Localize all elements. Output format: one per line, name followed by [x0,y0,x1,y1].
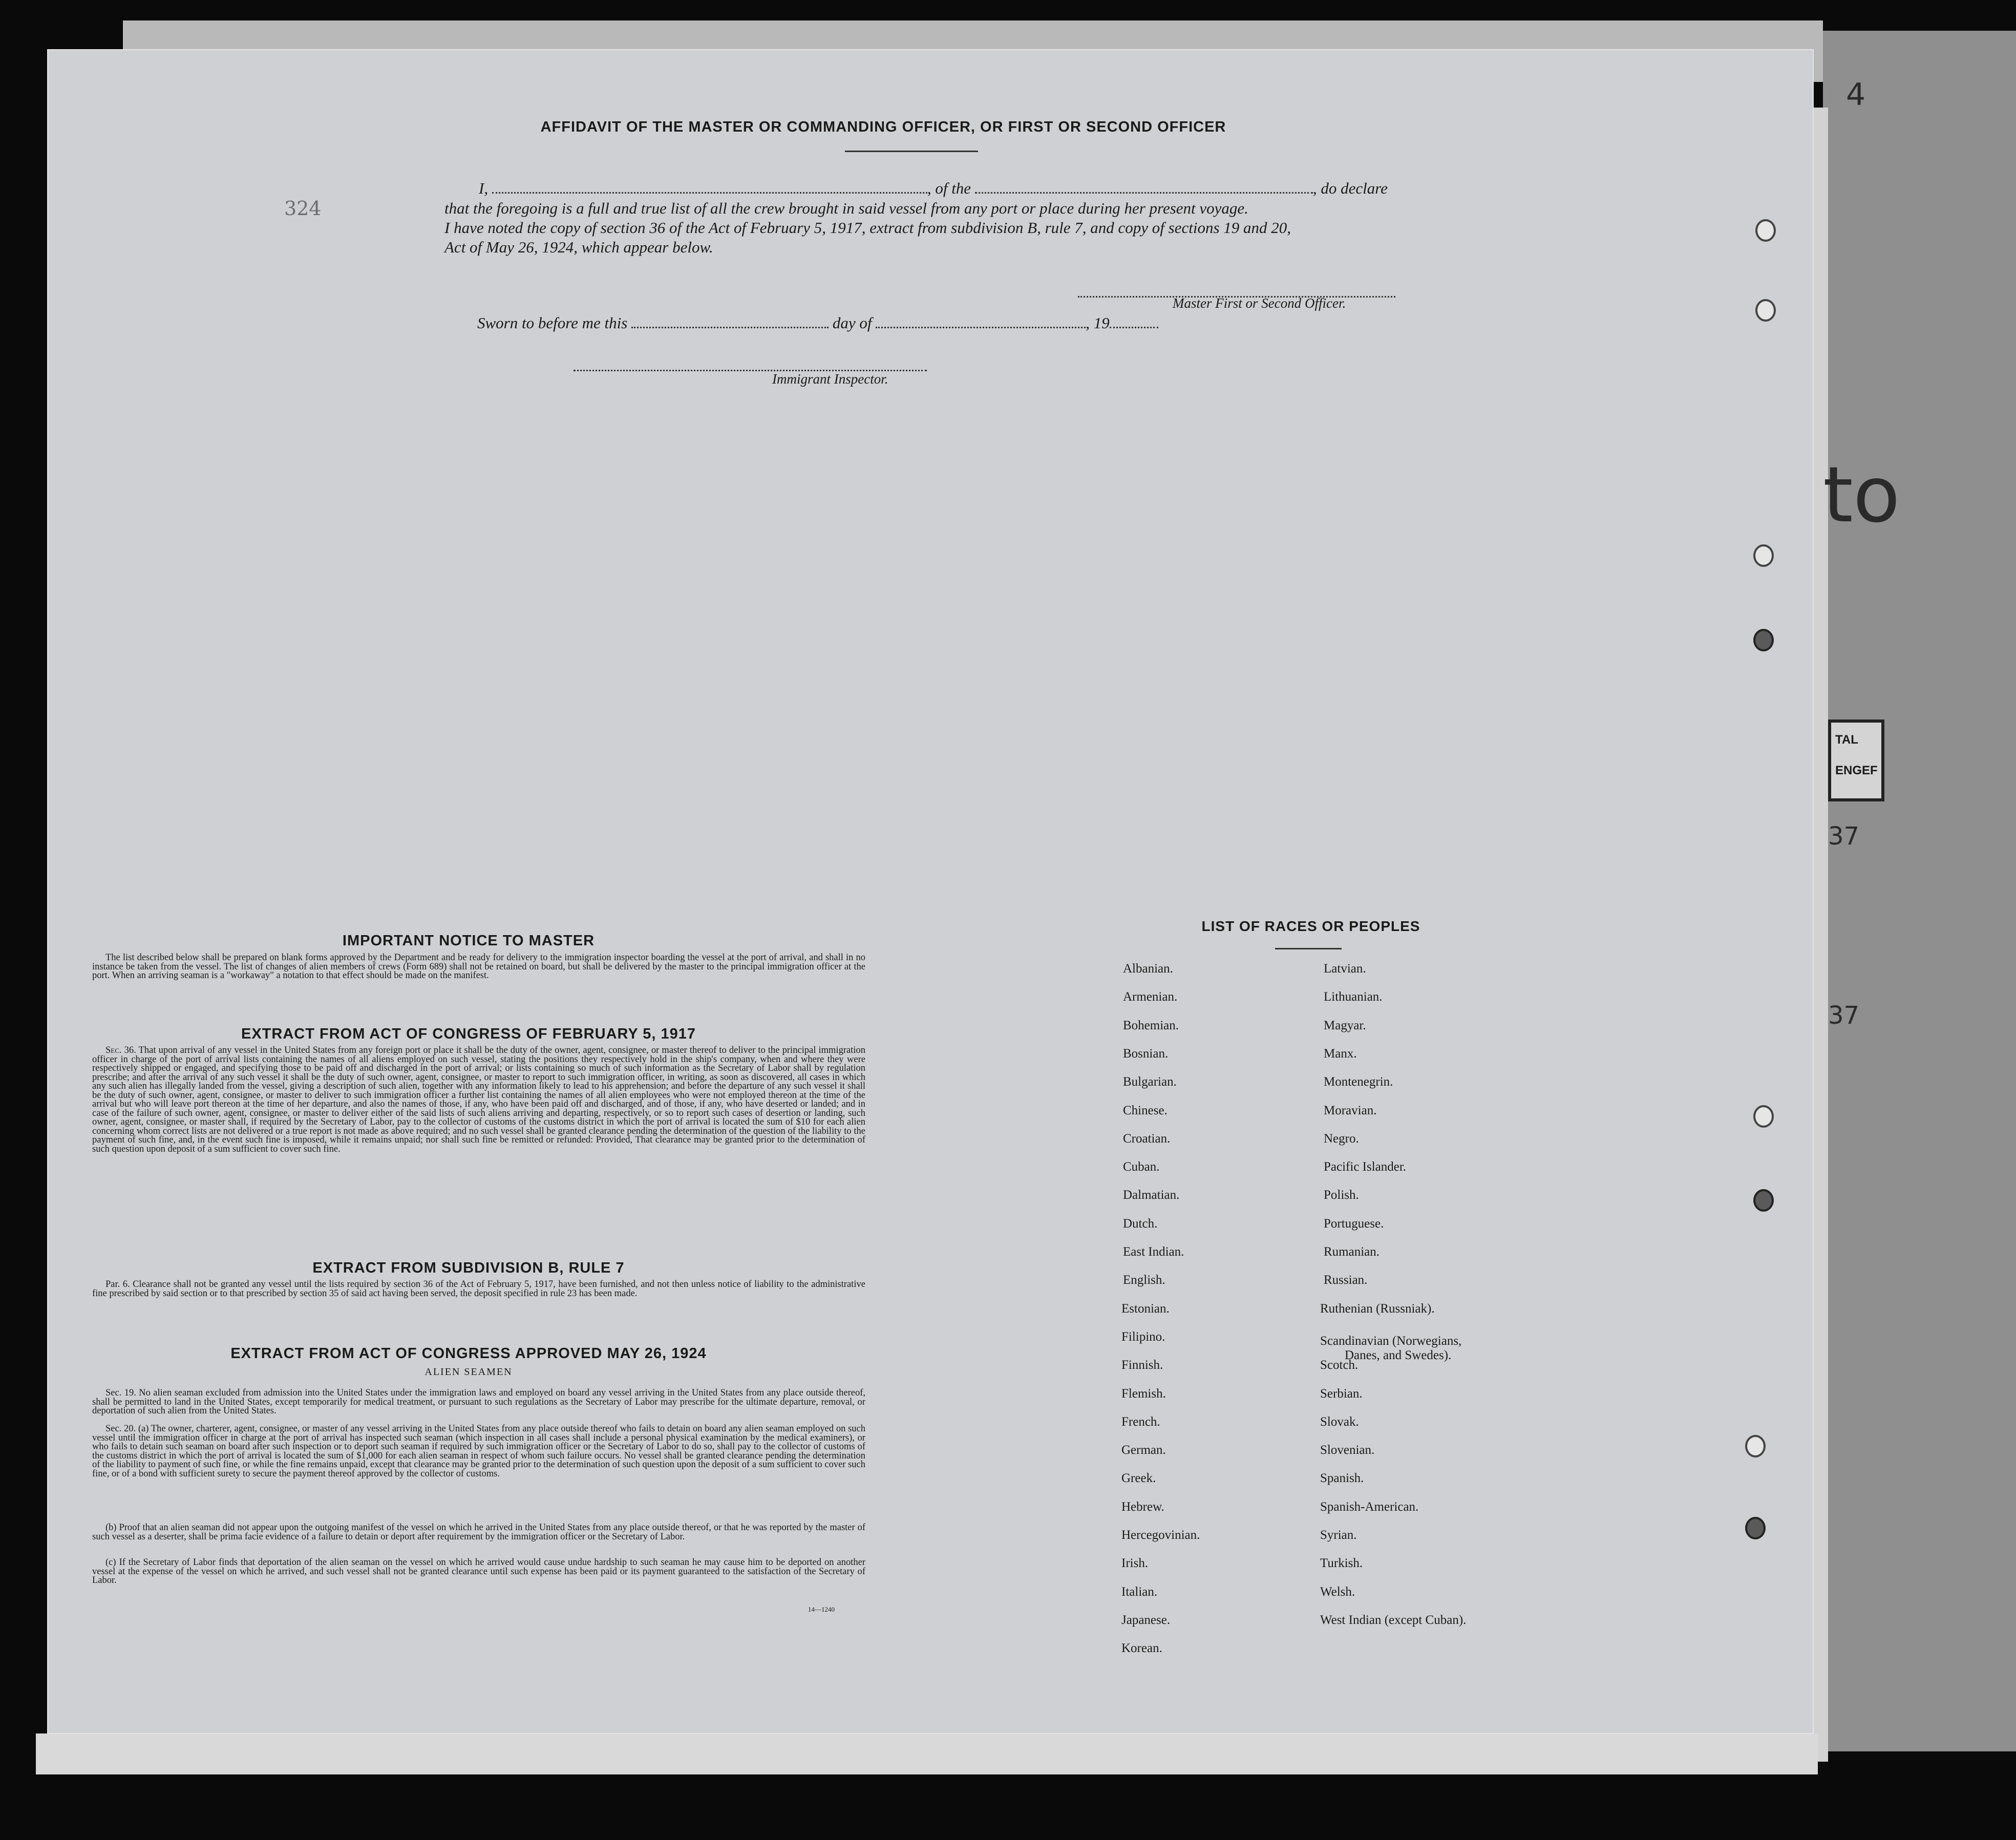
race-item: Moravian. [1324,1103,1377,1117]
race-item: Manx. [1324,1046,1357,1061]
races-title: LIST OF RACES OR PEOPLES [1201,918,1420,934]
races-title-rule [1275,948,1342,949]
inspector-signature-blank[interactable] [574,359,927,371]
race-item: Spanish. [1320,1471,1364,1486]
race-item: Slovak. [1320,1414,1359,1429]
binder-hole [1753,544,1774,567]
extract-rule7-text: Par. 6. Clearance shall not be granted any vessel until the lists required by section 36 of the Act of February 5, 1917, have been furnished, and not then unless notice of liability to the administrative fine prescribed by said section or to that prescribed by section 35 of said act having been served, the deposit specified in rule 23 has been made. [92,1279,865,1299]
race-item: Ruthenian (Russniak). [1320,1301,1435,1316]
affidavit-declaration-line: I, , of the , do declare [479,179,1388,197]
total-passengers-stamp [1828,720,1884,801]
binder-hole [1753,1189,1774,1212]
race-item: Russian. [1324,1273,1368,1287]
race-item: French. [1121,1414,1160,1429]
sworn-year-blank[interactable] [1110,316,1158,328]
race-item: Irish. [1121,1556,1149,1571]
binder-hole [1755,219,1776,242]
name-blank[interactable] [492,182,927,194]
race-item: Polish. [1324,1188,1359,1202]
extract-1917-text: Sec. 36. That upon arrival of any vessel in the United States from any foreign port or place it shall be the duty of the owner, agent, consignee, or master thereof to deliver to the principal immigration officer in charge of the port of arrival lists containing the names of all aliens employed on such vessel, stating the positions they respectively hold in the ship's company, when and where they were respectively shipped or engaged, and specifying those to be paid off and discharged in the port of arrival; or lists containing so much of such information as the Secretary of Labor shall by regulation prescribe; and after the arrival of any such vessel it shall be the duty of such owner, agent, consignee, or master to report to such immigration officer, in writing, as soon as discovered, all cases in which any such alien has illegally landed from the vessel, giving a description of such alien, together with any information likely to lead to his apprehension; and before the departure of any such vessel it shall be the duty of such owner, agent, consignee, or master to deliver to such immigration officer a further list containing the names of all alien employees who were not employed thereon at the time of the arrival but who will leave port thereon at the time of her departure, and also the names of those, if any, who have been paid off and discharged, and of those, if any, who have deserted or landed; and in case of the failure of such owner, agent, consignee, or master to deliver either of the said lists of such aliens arriving and departing, respectively, or so to report such cases of desertion or landing, such owner, agent, consignee, or master shall, if required by the Secretary of Labor, pay to the collector of customs of the customs district in which the port of arrival is located the sum of $10 for each alien concerning whom correct lists are not delivered or a true report is not made as above required; and no such vessel shall be granted clearance pending the determination of the question of the liability to the payment of such fine, and, in the event such fine is imposed, while it remains unpaid; nor shall such fine be remitted or refunded: Provided, That clearance may be granted prior to the determination of such question upon deposit of a sum sufficient to cover such fine. [92,1045,865,1154]
race-item: English. [1123,1273,1165,1287]
notice-text: The list described below shall be prepared on blank forms approved by the Department and be ready for delivery to the immigration inspector boarding the vessel at the port of arrival, and shall in no instance be taken from the vessel. The list of changes of alien members of crews (Form 689) shall not be retained on board, but shall be delivered by the master to the principal immigration officer at the port. When an arriving seaman is a "workaway" a notation to that effect should be made on the manifest. [92,953,865,981]
race-item: Slovenian. [1320,1443,1375,1457]
race-item: Spanish-American. [1320,1499,1419,1514]
race-item: Welsh. [1320,1584,1355,1599]
handwritten-37-top: 37 [1828,822,1860,851]
extract-1924-subtitle: ALIEN SEAMEN [425,1366,513,1378]
binder-hole [1755,299,1776,322]
race-item: Lithuanian. [1324,990,1383,1004]
extract-1924-title: EXTRACT FROM ACT OF CONGRESS APPROVED MAY 26, 1924 [230,1345,707,1362]
extract-1924-sec20b: (b) Proof that an alien seaman did not appear upon the outgoing manifest of the vessel on which he arrived in the United States from any place outside thereof, or that he was reported by the master of such vessel as a deserter, shall be prima facie evidence of a failure to detain or deport after requirement by the immigration officer or the Secretary of Labor. [92,1522,865,1542]
race-item: Filipino. [1121,1329,1165,1344]
race-item: Portuguese. [1324,1216,1384,1231]
race-item: Serbian. [1320,1386,1363,1401]
race-item: West Indian (except Cuban). [1320,1613,1467,1627]
binder-hole [1745,1435,1766,1457]
underlying-sheet-edge [1813,108,1828,1762]
inspector-signature-label: Immigrant Inspector. [772,371,888,387]
extract-rule7-title: EXTRACT FROM SUBDIVISION B, RULE 7 [312,1260,625,1276]
race-item: Scandinavian (Norwegians, [1320,1334,1462,1348]
race-item: Flemish. [1121,1386,1166,1401]
binder-hole [1745,1517,1766,1539]
race-item: Bulgarian. [1123,1075,1177,1089]
race-item: Korean. [1121,1641,1162,1656]
race-item: Syrian. [1320,1528,1357,1542]
race-item: Rumanian. [1324,1245,1380,1259]
race-item: Hercegovinian. [1121,1528,1200,1542]
race-item: Cuban. [1123,1160,1160,1174]
race-item: Turkish. [1320,1556,1363,1571]
binder-hole [1753,1105,1774,1128]
race-item: Danes, and Swedes). [1345,1348,1452,1362]
stamp-line-1: TAL [1835,733,1858,747]
sworn-line: Sworn to before me this day of , 19 [477,314,1158,332]
race-item: Croatian. [1123,1131,1171,1146]
race-item: Dutch. [1123,1216,1158,1231]
extract-1917-title: EXTRACT FROM ACT OF CONGRESS OF FEBRUARY 5, 1917 [241,1026,696,1042]
race-item: Pacific Islander. [1324,1160,1407,1174]
race-item: German. [1121,1443,1166,1457]
race-item: Scotch. [1320,1358,1359,1372]
extract-1924-sec20a: Sec. 20. (a) The owner, charterer, agent, consignee, or master of any vessel arriving in the United States from any place outside thereof who fails to detain on board any alien seaman employed on such vessel until the immigration officer in charge at the port of arrival has inspected such seaman (which inspection in all cases shall include a personal physical examination by the medical examiners), or who fails to detain such seaman on board after such inspection or to deport such seaman if required by such immigration officer or the Secretary of Labor to do so, shall pay to the collector of customs of the customs district in which the port of arrival is located the sum of $1,000 for each alien seaman in respect of whom such failure occurs. No vessel shall be granted clearance pending the determination of the liability to payment of such fine, or while the fine remains unpaid, except that clearance may be granted prior to the determination of such question upon the deposit of a sum sufficient to cover such fine, or of a bond with sufficient surety to secure the payment thereof approved by the collector of customs. [92,1424,865,1479]
race-item: Estonian. [1121,1301,1170,1316]
underlying-sheet-bottom [36,1733,1818,1774]
affidavit-line-2: that the foregoing is a full and true list of all the crew brought in said vessel from any port or place during her present voyage. [444,199,1248,217]
sworn-day-blank[interactable] [631,316,829,328]
vessel-blank[interactable] [975,182,1313,194]
race-item: Latvian. [1324,962,1366,976]
race-item: Greek. [1121,1471,1156,1486]
master-signature-label: Master First or Second Officer. [1173,295,1346,311]
race-item: Italian. [1121,1584,1158,1599]
handwritten-to: to [1823,451,1900,540]
race-item: Dalmatian. [1123,1188,1180,1202]
race-item: Finnish. [1121,1358,1163,1372]
affidavit-title: AFFIDAVIT OF THE MASTER OR COMMANDING OFFICER, OR FIRST OR SECOND OFFICER [540,119,1226,135]
race-item: Montenegrin. [1324,1075,1393,1089]
race-item: Albanian. [1123,962,1173,976]
affidavit-line-4: Act of May 26, 1924, which appear below. [444,238,713,256]
race-item: Hebrew. [1121,1499,1164,1514]
extract-1924-sec20c: (c) If the Secretary of Labor finds that deportation of the alien seaman on the vessel on which he arrived would cause undue hardship to such seaman he may cause him to be deported on another vessel at the expense of the vessel on which he arrived, and such vessel shall not be granted clearance until such expense has been paid or its payment guaranteed to the satisfaction of the Secretary of Labor. [92,1557,865,1585]
underlying-sheet-right [1823,31,2016,1751]
document-page [47,49,1814,1734]
race-item: Bohemian. [1123,1018,1179,1032]
race-item: Magyar. [1324,1018,1366,1032]
form-number: 14—1240 [808,1605,835,1613]
race-item: Bosnian. [1123,1046,1169,1061]
binder-hole [1753,629,1774,651]
left-margin-number: 324 [284,197,322,220]
handwritten-37-bottom: 37 [1828,1001,1860,1030]
stamp-line-2: ENGEF [1835,764,1878,777]
affidavit-line-3: I have noted the copy of section 36 of the Act of February 5, 1917, extract from subdivision B, rule 7, and copy of sections 19 and 20, [444,219,1291,237]
race-item: Japanese. [1121,1613,1171,1627]
notice-title: IMPORTANT NOTICE TO MASTER [342,933,595,949]
race-item: Negro. [1324,1131,1359,1146]
affidavit-title-rule [845,151,978,152]
race-item: Chinese. [1123,1103,1168,1117]
page-number-mark: 4 [1846,77,1866,113]
race-item: Armenian. [1123,990,1178,1004]
sworn-month-blank[interactable] [876,316,1086,328]
extract-1924-sec19: Sec. 19. No alien seaman excluded from admission into the United States under the immigration laws and employed on board any vessel arriving in the United States from any place outside thereof, shall be permitted to land in the United States, except temporarily for medical treatment, or pursuant to such regulations as the Secretary of Labor may prescribe for the ultimate departure, removal, or deportation of such alien from the United States. [92,1388,865,1416]
race-item: East Indian. [1123,1245,1184,1259]
